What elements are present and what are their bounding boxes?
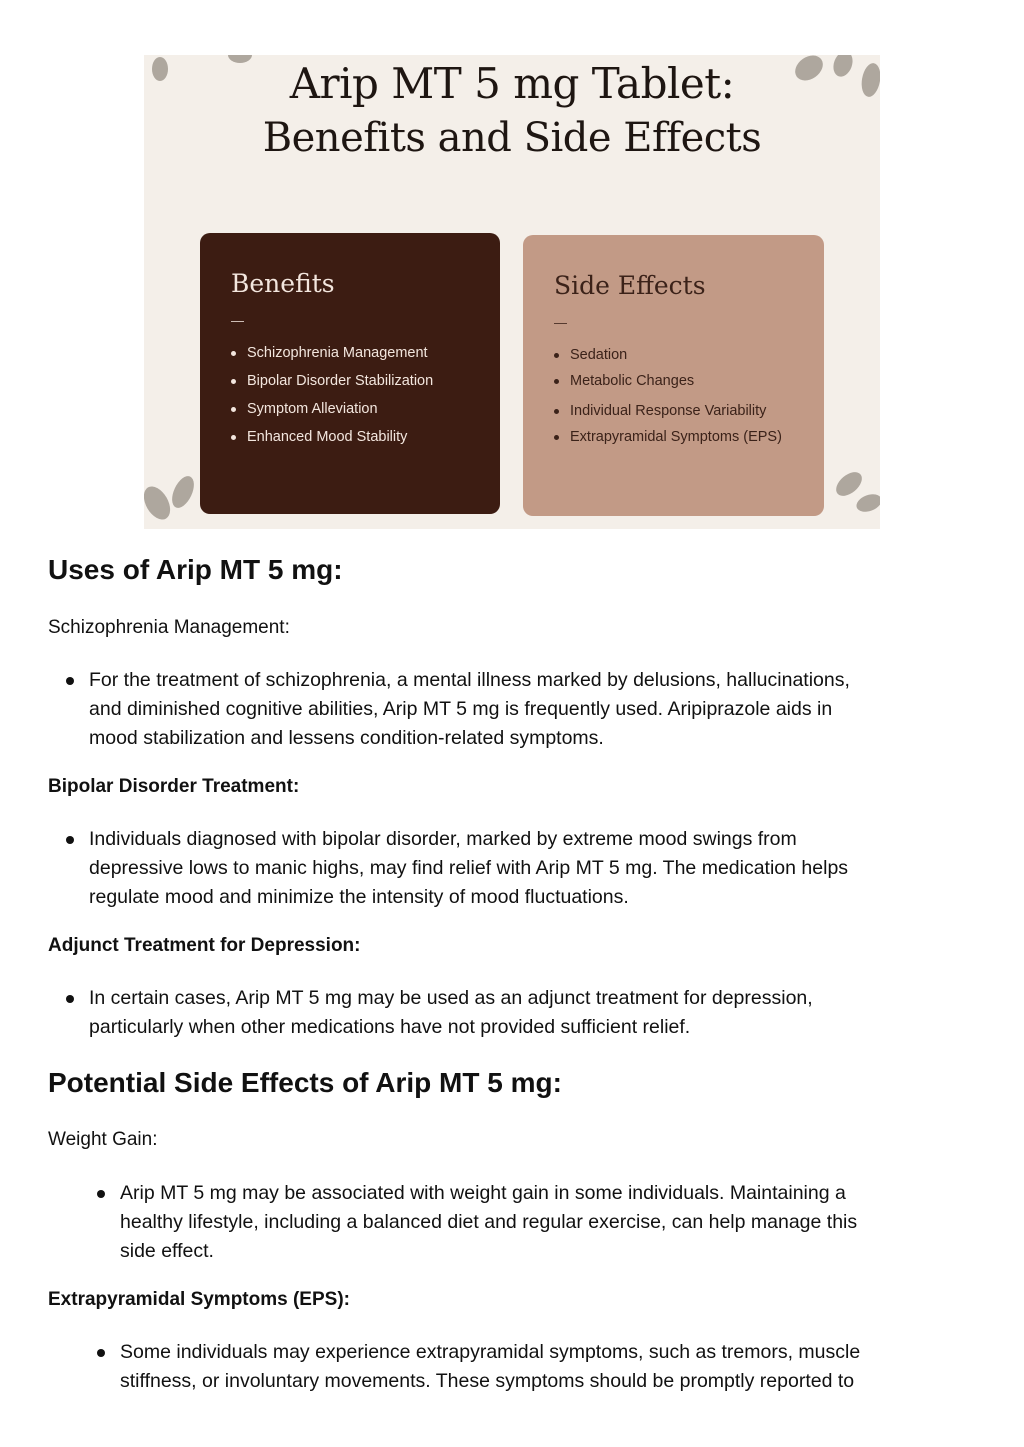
banner-title-line1: Arip MT 5 mg Tablet: <box>289 59 735 108</box>
bullet-dot-icon <box>66 836 74 844</box>
side-effect-item: Metabolic Changes <box>554 372 782 402</box>
side-effect-bullet: Some individuals may experience extrapyramidal symptoms, such as tremors, muscle stiffness, or involuntary movements. These symptoms should be promptly reported to <box>120 1338 860 1396</box>
use-bullet: In certain cases, Arip MT 5 mg may be used as an adjunct treatment for depression, particularly when other medications have not provided sufficient relief. <box>89 984 813 1042</box>
benefit-item: Bipolar Disorder Stabilization <box>231 372 433 400</box>
infographic-banner <box>144 55 880 529</box>
use-bullet: Individuals diagnosed with bipolar disorder, marked by extreme mood swings from depressive lows to manic highs, may find relief with Arip MT 5 mg. The medication helps regulate mood and minimize the intensity of mood fluctuations. <box>89 825 848 911</box>
side-effect-item: Individual Response Variability <box>554 402 782 428</box>
side-effects-divider <box>554 323 567 324</box>
benefits-list <box>231 344 433 456</box>
side-effect-label: Extrapyramidal Symptoms (EPS): <box>48 1289 350 1310</box>
benefits-card <box>200 233 500 514</box>
banner-title-line2: Benefits and Side Effects <box>262 115 762 161</box>
leaf-decoration-icon <box>854 491 880 515</box>
benefit-item: Symptom Alleviation <box>231 400 433 428</box>
use-label: Bipolar Disorder Treatment: <box>48 776 300 797</box>
bullet-dot-icon <box>97 1190 105 1198</box>
side-effects-heading: Side Effects <box>554 271 706 300</box>
use-label: Schizophrenia Management: <box>48 617 290 638</box>
uses-heading: Uses of Arip MT 5 mg: <box>48 554 343 585</box>
side-effects-section-heading: Potential Side Effects of Arip MT 5 mg: <box>48 1067 562 1098</box>
use-bullet: For the treatment of schizophrenia, a mental illness marked by delusions, hallucinations, and diminished cognitive abilities, Arip MT 5 mg is frequently used. Aripiprazole aids in mood stabilization and lessens condition-related symptoms. <box>89 666 850 752</box>
benefit-item: Schizophrenia Management <box>231 344 433 372</box>
benefit-item: Enhanced Mood Stability <box>231 428 433 456</box>
benefits-divider <box>231 321 244 322</box>
bullet-dot-icon <box>66 677 74 685</box>
leaf-decoration-icon <box>832 467 867 500</box>
bullet-dot-icon <box>97 1349 105 1357</box>
side-effects-card <box>523 235 824 516</box>
benefits-heading: Benefits <box>231 269 335 298</box>
leaf-decoration-icon <box>168 473 199 511</box>
side-effect-label: Weight Gain: <box>48 1129 158 1150</box>
bullet-dot-icon <box>66 995 74 1003</box>
side-effects-list <box>554 346 782 456</box>
side-effect-item: Sedation <box>554 346 782 372</box>
leaf-decoration-icon <box>144 482 176 524</box>
side-effect-item: Extrapyramidal Symptoms (EPS) <box>554 428 782 456</box>
side-effect-bullet: Arip MT 5 mg may be associated with weight gain in some individuals. Maintaining a healthy lifestyle, including a balanced diet and regular exercise, can help manage this side effect. <box>120 1179 857 1265</box>
use-label: Adjunct Treatment for Depression: <box>48 935 361 956</box>
